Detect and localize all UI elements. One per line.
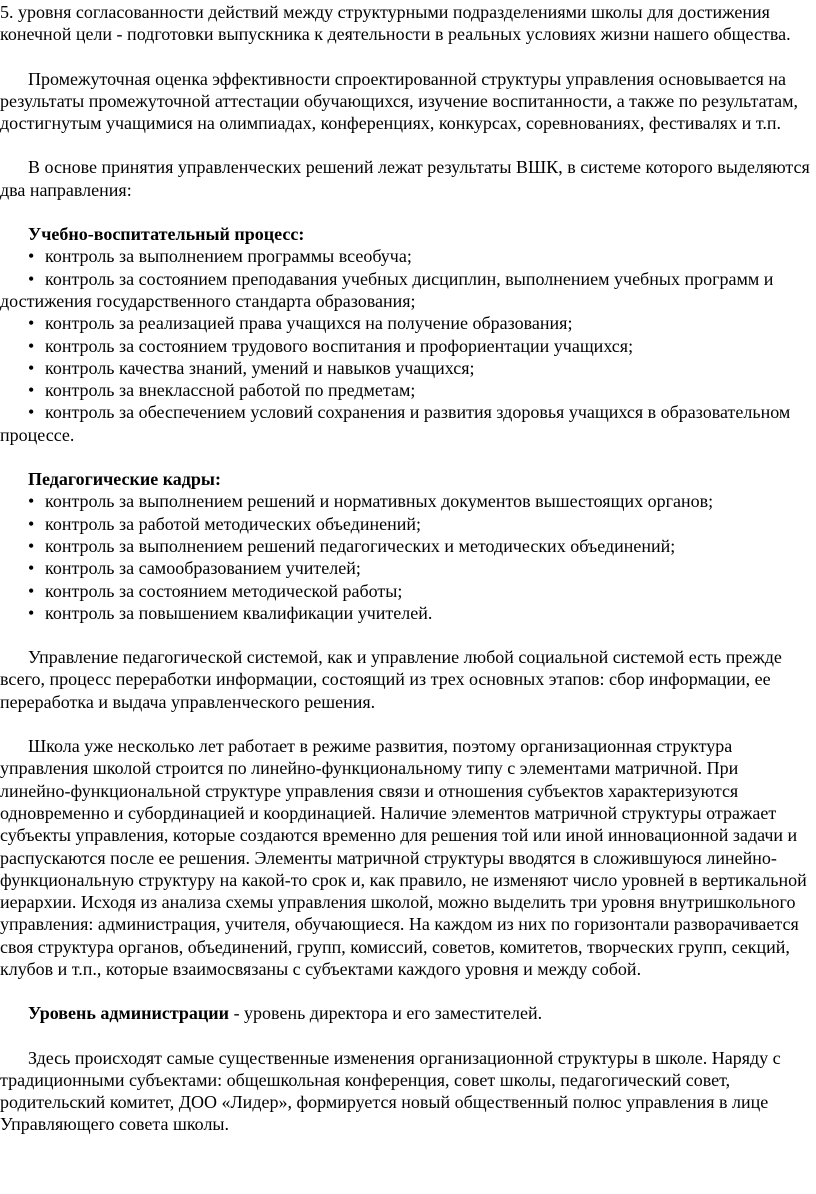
bullet-marker: • <box>28 580 35 601</box>
paragraph-structural-changes: Здесь происходят самые существенные изменения организационной структуры в школе. Наряду с традиционными субъектами: общешкольная конференция, совет школы, педагогический совет, родительский комитет, ДОО «Лидер», формируется новый общественный полюс управления в лице Управляющего совета школы. <box>0 1047 781 1135</box>
list-item: • контроль качества знаний, умений и навыков учащихся; <box>28 357 475 378</box>
section-heading-educational-process: Учебно-воспитательный процесс: <box>28 224 305 245</box>
list-item: • контроль за самообразованием учителей; <box>28 558 361 579</box>
list-item: • контроль за выполнением программы всеобуча; <box>28 246 412 267</box>
bullet-marker: • <box>28 491 35 512</box>
list-item: • контроль за состоянием методической работы; <box>28 580 403 601</box>
bullet-marker: • <box>28 335 35 356</box>
list-item: • контроль за обеспечением условий сохранения и развития здоровья учащихся в образовательном процессе. <box>0 402 791 445</box>
admin-level-definition: - уровень директора и его заместителей. <box>229 1003 543 1024</box>
paragraph-intro: 5. уровня согласованности действий между структурными подразделениями школы для достижения конечной цели - подготовки выпускника к деятельности в реальных условиях жизни нашего общества. <box>0 2 791 45</box>
list-item: • контроль за выполнением решений и нормативных документов вышестоящих органов; <box>28 491 714 512</box>
section-heading-teaching-staff: Педагогические кадры: <box>28 469 221 490</box>
bullet-marker: • <box>28 357 35 378</box>
list-item: • контроль за внеклассной работой по предметам; <box>28 380 416 401</box>
paragraph-vshk: В основе принятия управленческих решений лежат результаты ВШК, в системе которого выделяются два направления: <box>0 157 810 200</box>
paragraph-admin-level <box>0 1002 812 1024</box>
bullet-marker: • <box>28 268 35 289</box>
paragraph-management: Управление педагогической системой, как и управление любой социальной системой есть прежде всего, процесс переработки информации, состоящий из трех основных этапов: сбор информации, ее переработка и выдача управленческого решения. <box>0 647 782 712</box>
bullet-marker: • <box>28 402 35 423</box>
paragraph-evaluation: Промежуточная оценка эффективности спроектированной структуры управления основывается на результаты промежуточной аттестации обучающихся, изучение воспитанности, а также по результатам, достигнутым учащимися на олимпиадах, конференциях, конкурсах, соревнованиях, фестивалях и т.п. <box>0 68 799 134</box>
bullet-marker: • <box>28 535 35 556</box>
bullet-marker: • <box>28 513 35 534</box>
list-item: • контроль за работой методических объединений; <box>28 513 421 534</box>
bullet-marker: • <box>28 313 35 334</box>
bullet-marker: • <box>28 380 35 401</box>
list-item: • контроль за состоянием преподавания учебных дисциплин, выполнением учебных программ и достижения государственного стандарта образования; <box>0 268 774 311</box>
list-item: • контроль за выполнением решений педагогических и методических объединений; <box>28 535 676 556</box>
bullet-marker: • <box>28 246 35 267</box>
bullet-marker: • <box>28 558 35 579</box>
bullet-list-educational-process <box>0 245 812 446</box>
bullet-list-teaching-staff <box>0 490 812 624</box>
list-item: • контроль за состоянием трудового воспитания и профориентации учащихся; <box>28 335 634 356</box>
list-item: • контроль за повышением квалификации учителей. <box>28 602 433 623</box>
paragraph-school-structure: Школа уже несколько лет работает в режиме развития, поэтому организационная структура управления школой строится по линейно-функциональному типу с элементами матричной. При линейно-функциональной структуре управления связи и отношения субъектов характеризуются одновременно и субординацией и координацией. Наличие элементов матричной структуры отражает субъекты управления, которые создаются временно для решения той или иной инновационной задачи и распускаются после ее решения. Элементы матричной структуры вводятся в сложившуюся линейно-функциональную структуру на какой-то срок и, как правило, не изменяют число уровней в вертикальной иерархии. Исходя из анализа схемы управления школой, можно выделить три уровня внутришкольного управления: администрация, учителя, обучающиеся. На каждом из них по горизонтали разворачивается своя структура органов, объединений, групп, комиссий, советов, комитетов, творческих групп, секций, клубов и т.п., которые взаимосвязаны с субъектами каждого уровня и между собой. <box>0 736 807 979</box>
bullet-marker: • <box>28 602 35 623</box>
list-item: • контроль за реализацией права учащихся на получение образования; <box>28 313 573 334</box>
admin-level-term: Уровень администрации <box>28 1003 230 1024</box>
